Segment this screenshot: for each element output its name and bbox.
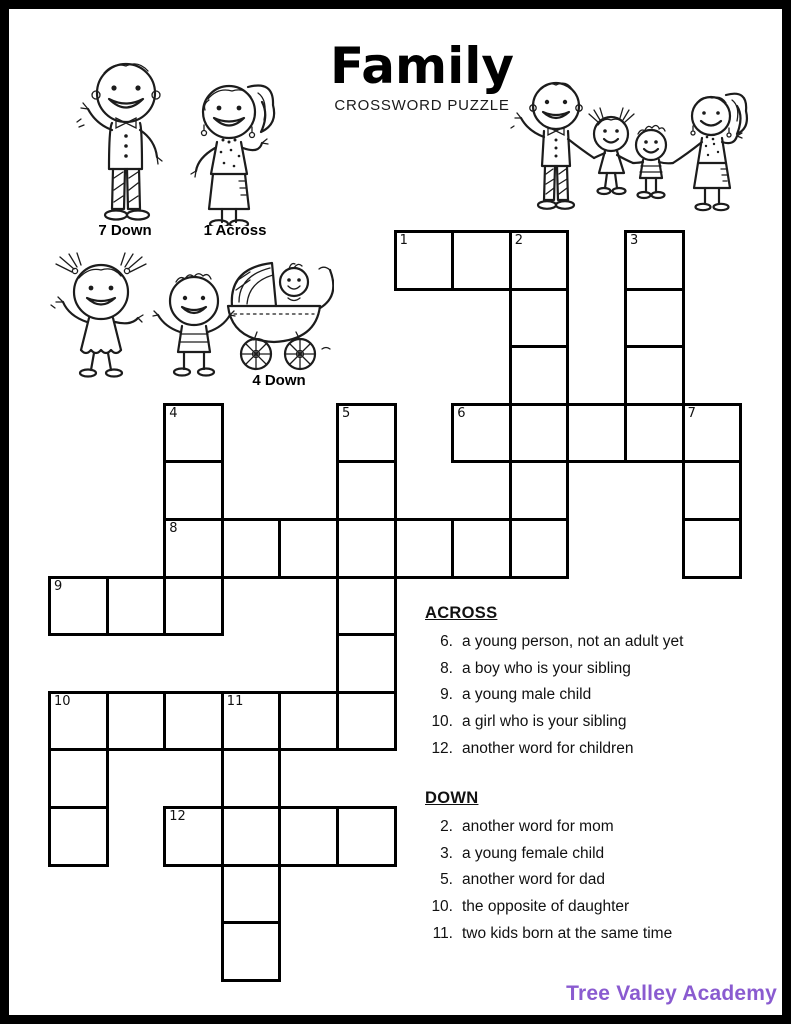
cell-number: 2 — [514, 233, 524, 248]
crossword-cell[interactable] — [336, 518, 397, 579]
crossword-cell[interactable] — [394, 518, 455, 579]
site-logo-text: Tree Valley Academy — [566, 982, 777, 1005]
crossword-cell[interactable] — [336, 576, 397, 637]
crossword-cell[interactable] — [451, 518, 512, 579]
crossword-cell[interactable] — [509, 230, 570, 291]
clue-number: 5. — [440, 871, 453, 889]
clue-item — [417, 920, 762, 947]
crossword-cell[interactable] — [48, 748, 109, 809]
crossword-cell[interactable] — [336, 403, 397, 464]
clue-number: 8. — [440, 659, 453, 677]
clue-number: 6. — [440, 633, 453, 651]
crossword-cell[interactable] — [624, 288, 685, 349]
crossword-cell[interactable] — [336, 460, 397, 521]
crossword-cell[interactable] — [509, 288, 570, 349]
crossword-cell[interactable] — [509, 460, 570, 521]
crossword-cell[interactable] — [163, 403, 224, 464]
clue-number: 10. — [431, 898, 453, 916]
crossword-cell[interactable] — [624, 345, 685, 406]
clues-across — [417, 604, 762, 762]
crossword-cell[interactable] — [336, 633, 397, 694]
crossword-cell[interactable] — [682, 518, 743, 579]
crossword-cell[interactable] — [221, 518, 282, 579]
crossword-cell[interactable] — [106, 691, 167, 752]
clue-text: a young female child — [462, 844, 605, 862]
crossword-cell[interactable] — [48, 576, 109, 637]
crossword-cell[interactable] — [682, 460, 743, 521]
cell-number: 7 — [687, 405, 696, 421]
crossword-cell[interactable] — [336, 691, 397, 752]
clue-item — [417, 629, 762, 656]
clue-text: another word for dad — [462, 871, 606, 889]
crossword-cell[interactable] — [509, 403, 570, 464]
cell-number: 11 — [226, 693, 244, 709]
crossword-cell[interactable] — [278, 518, 339, 579]
clue-number: 10. — [431, 713, 453, 731]
crossword-cell[interactable] — [221, 864, 282, 925]
crossword-cell[interactable] — [221, 748, 282, 809]
crossword-cell[interactable] — [509, 518, 570, 579]
clue-text: a boy who is your sibling — [462, 659, 631, 677]
crossword-cell[interactable] — [509, 345, 570, 406]
cell-number: 8 — [169, 521, 178, 536]
crossword-cell[interactable] — [624, 230, 685, 291]
clue-text: another word for mom — [462, 818, 614, 836]
down-header: DOWN — [425, 789, 479, 807]
crossword-cell[interactable] — [451, 230, 512, 291]
crossword-cell[interactable] — [48, 691, 109, 752]
crossword-cell[interactable] — [451, 403, 512, 464]
girl-clipart-icon — [50, 252, 152, 378]
crossword-cell[interactable] — [163, 691, 224, 752]
mom-clue-label: 1 Across — [203, 222, 267, 239]
clue-number: 3. — [440, 844, 453, 862]
clue-text: two kids born at the same time — [462, 924, 673, 942]
crossword-cell[interactable] — [163, 576, 224, 637]
family-clipart-icon — [510, 76, 776, 230]
cell-number: 12 — [169, 809, 186, 824]
across-clue-list — [417, 629, 762, 762]
cell-number: 5 — [342, 405, 351, 421]
clue-number: 9. — [440, 686, 453, 704]
baby-clue-label: 4 Down — [252, 372, 306, 389]
cell-number: 4 — [169, 405, 178, 421]
clue-number: 2. — [440, 818, 453, 836]
across-header: ACROSS — [425, 604, 498, 622]
clue-item — [417, 709, 762, 736]
cell-number: 1 — [399, 233, 408, 248]
clue-number: 12. — [431, 739, 453, 757]
crossword-cell[interactable] — [566, 403, 627, 464]
clue-text: a young male child — [462, 686, 592, 704]
dad-clipart-icon — [76, 56, 174, 226]
mom-clipart-icon — [188, 78, 282, 226]
down-clue-list — [417, 814, 762, 947]
clue-item — [417, 682, 762, 709]
crossword-cell[interactable] — [394, 230, 455, 291]
clue-text: the opposite of daughter — [462, 898, 630, 916]
crossword-cell[interactable] — [106, 576, 167, 637]
clue-item — [417, 867, 762, 894]
cell-number: 10 — [54, 693, 71, 709]
crossword-cell[interactable] — [221, 921, 282, 982]
clue-item — [417, 814, 762, 841]
baby-pram-clipart-icon — [224, 254, 334, 372]
clues-down — [417, 789, 762, 947]
cell-number: 6 — [457, 405, 466, 421]
crossword-cell[interactable] — [163, 460, 224, 521]
crossword-cell[interactable] — [682, 403, 743, 464]
crossword-cell[interactable] — [221, 806, 282, 867]
crossword-cell[interactable] — [163, 806, 224, 867]
clue-item — [417, 735, 762, 762]
dad-clue-label: 7 Down — [98, 222, 152, 239]
crossword-cell[interactable] — [221, 691, 282, 752]
crossword-cell[interactable] — [624, 403, 685, 464]
crossword-cell[interactable] — [278, 806, 339, 867]
crossword-cell[interactable] — [48, 806, 109, 867]
clue-text: a girl who is your sibling — [462, 713, 627, 731]
cell-number: 9 — [54, 578, 63, 594]
clue-item — [417, 841, 762, 868]
page-subtitle: CROSSWORD PUZZLE — [334, 97, 510, 114]
clue-text: a young person, not an adult yet — [462, 633, 684, 651]
crossword-cell[interactable] — [163, 518, 224, 579]
clue-number: 11. — [432, 924, 453, 942]
clue-item — [417, 894, 762, 921]
clue-text: another word for children — [462, 739, 634, 757]
clue-item — [417, 656, 762, 683]
crossword-cell[interactable] — [336, 806, 397, 867]
page-title: Family — [330, 37, 514, 95]
cell-number: 3 — [630, 233, 639, 248]
crossword-cell[interactable] — [278, 691, 339, 752]
